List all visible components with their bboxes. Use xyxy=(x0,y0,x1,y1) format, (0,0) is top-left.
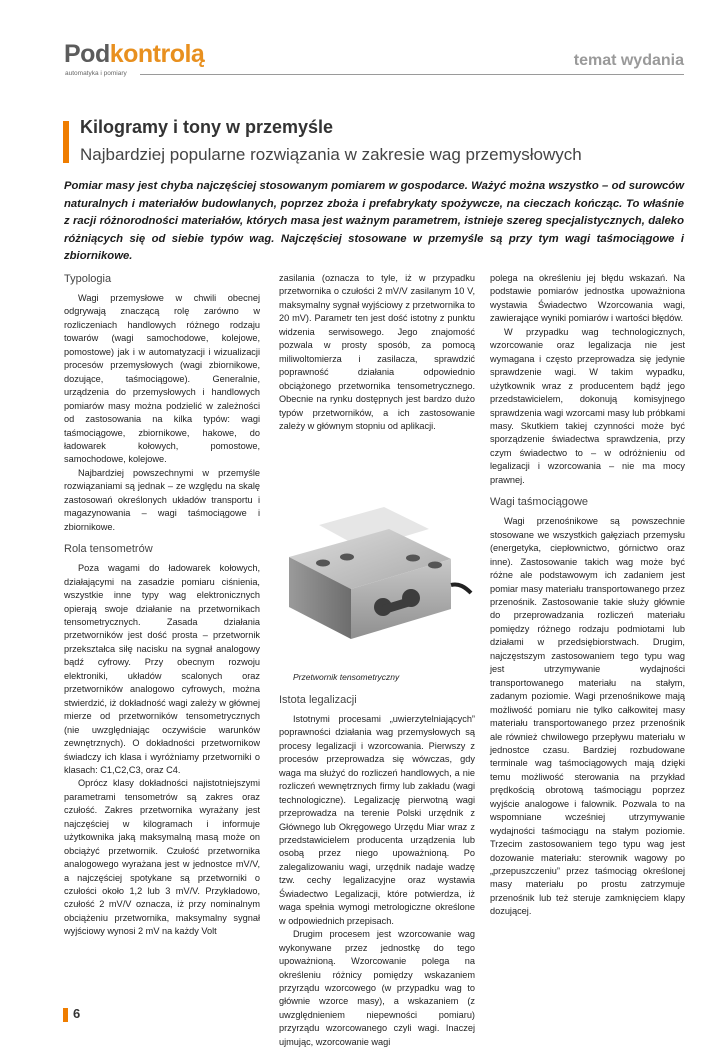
heading-rola-tensometrow: Rola tensometrów xyxy=(64,543,153,556)
paragraph: zasilania (oznacza to tyle, iż w przypadku przetwornika o czułości 2 mV/V zasilanym 10 V, maksymalny sygnał wyjściowy z przetwornika to 20 mV). Parametr ten jest dość istotny z punktu widzenia serwisowego. Jego znajomość pozwala w prosty sposób, za pomocą miliwoltomierza i zasilacza, sprawdzić poprawność działania odpowiednio obciążonego przetwornika tensometrycznego. Obecnie na rynku dostępnych jest bardzo dużo typów przetworników, a ich zastosowanie zależy w głównym stopniu od aplikacji. xyxy=(279,273,475,431)
logo-part-kontrola: kontrolą xyxy=(109,40,205,68)
title-accent-bar xyxy=(63,121,69,163)
heading-typologia: Typologia xyxy=(64,273,112,285)
paragraph: Drugim procesem jest wzorcowanie wag wykonywane przez jednostkę do tego upoważnioną. Wzorcowanie polega na określeniu różnicy pomiędzy wskazaniem przyrządu wzorcowego (w przypadku wag to głównie wzorce masy), a wskazaniem (z uwzględnieniem niepewności pomiaru) przyrządu wzorcowanego czyli wagi. Inaczej ujmując, wzorcowanie wagi xyxy=(279,929,475,1047)
logo-wordmark xyxy=(64,40,204,68)
figure-caption: Przetwornik tensometryczny xyxy=(293,672,400,683)
page-number-accent xyxy=(63,1008,68,1022)
page-number: 6 xyxy=(73,1006,81,1021)
paragraph: Wagi przemysłowe w chwili obecnej odgrywają znaczącą rolę zarówno w rozliczeniach handlowych różnego rodzaju towarów (wagi samochodowe, kolejowe, pomostowe) jak i w automatyzacji i wizualizacji procesów przemysłowych (wagi zbiornikowe, dozujące, taśmociągowe). Generalnie, urządzenia do przemysłowych i handlowych pomiarów masy można podzielić w zależności od zastosowania na kilka typów: wagi taśmociągowe, zbiornikowe, hakowe, do ładowarek kołowych, pomostowe, samochodowe, kolejowe. xyxy=(64,293,260,465)
paragraph: Wagi przenośnikowe są powszechnie stosowane we wszystkich gałęziach przemysłu (energetyka, ciepłownictwo, górnictwo oraz inne). Zastosowanie takich wag może być różne ale podstawowym ich zadaniem jest pomiar masy materiału transportowanego przez przenośnik. Zastosowanie takie służy głównie do przeprowadzania rozliczeń materiału pomiędzy różnego rodzaju podmiotami lub działami w przedsiębiorstwach. Drugim, najczęstszym zastosowaniem tego typu wag jest utrzymywanie wydajności transportowanego materiału na stałym, zadanym poziomie. Wagi przenośnikowe mają możliwość pomiaru nie tylko całkowitej masy materiału transportowanego przez przenośnik ale również chwilowego przepływu materiału w jednostce czasu. Bardziej rozbudowane terminale wag taśmociągowych mają dzięki temu możliwość sterowania na przykład prędkością obrotową taśmociągu poprzez wyjście analogowe i falownik. Pozwala to na wspomniane wcześniej utrzymywanie wydajności taśmociągu na stałym poziomie. Trzecim zastosowaniem tego typu wag jest dozowanie materiału: sterownik wagowy po „przepuszczeniu” przez taśmociąg określonej masy materiału po prostu zatrzymuje przenośnik lub też steruje zamknięciem klapy dozującej. xyxy=(490,516,685,917)
text-column-3 xyxy=(490,272,685,919)
paragraph: Poza wagami do ładowarek kołowych, działającymi na zasadzie pomiaru ciśnienia, wszystkie inne typy wag elektronicznych opierają swoje działanie na przetwornikach tensometrycznych. Zasada działania przetworników jest dość prosta – przetwornik przekształca siłę nacisku na sygnał analogowy bądź cyfrowy. Przy obecnym rozwoju elektroniki, układów scalonych oraz przetworników analogowo cyfrowych, można stwierdzić, iż dokładność wagi zależy w głównej mierze od przetworników tensometrycznych (nie uwzględniając oczywiście warunków zewnętrznych). O dokładności przetwornikow świadczy ich klasa i wyróżniamy przetworniki o klasach: C1,C2,C3, oraz C4. xyxy=(64,563,260,775)
load-cell-figure xyxy=(279,437,475,667)
load-cell-image xyxy=(279,437,475,667)
paragraph: Najbardziej powszechnymi w przemyśle rozwiązaniami są jednak – ze względu na skalę zastosowań określonych układów transportu i magazynowania – wagi taśmociągowe i zbiornikowe. xyxy=(64,467,260,532)
paragraph: W przypadku wag technologicznych, wzorcowanie oraz legalizacja nie jest wymagana i często przeprowadza się jedynie sprawdzenie wagi. W takim wypadku, użytkownik wraz z producentem bądź jego przedstawicielem, dokonują komisyjnego sprawdzenia wagi wzorcami masy lub próbkami masy. Skutkiem takiej czynności może być sporządzenie świadectwa sprawdzenia, przy czym świadectwo to – w odróżnieniu od legalizacji i wzorcowania – nie ma mocy prawnej. xyxy=(490,326,685,485)
article-subtitle: Najbardziej popularne rozwiązania w zakresie wag przemysłowych xyxy=(80,145,582,164)
logo-part-pod: Pod xyxy=(64,40,110,68)
section-label: temat wydania xyxy=(573,52,684,69)
text-column-1 xyxy=(64,272,260,939)
header-divider xyxy=(140,74,684,75)
load-cell-cable xyxy=(451,585,471,594)
paragraph: Istotnymi procesami „uwierzytelniających” poprawności działania wag przemysłowych są procesy legalizacji i wzorcowania. Pierwszy z procesów przeprowadza się wówczas, gdy waga ma służyć do rozliczeń handlowych, a nie rozliczeń wewnętrznych firmy lub zakładu (wagi technologiczne). Legalizację pierwotną wagi przeprowadza na terenie Polski urzędnik z Głównego lub Okręgowego Urzędu Miar wraz z przedstawicielem producenta urządzenia lub osobą przez niego upoważnioną. Po zalegalizowaniu wagi, urzędnik nadaje wadzę tzw. cechy legalizacyjne oraz wystawia Świadectwo Legalizacji, które potwierdza, iż waga spełnia wymogi metrologiczne określone w odpowiednich przepisach. xyxy=(279,713,475,926)
logo-subtitle: automatyka i pomiary xyxy=(65,70,127,77)
article-title: Kilogramy i tony w przemyśle xyxy=(80,117,334,137)
heading-istota-legalizacji: Istota legalizacji xyxy=(279,693,357,706)
text-column-2 xyxy=(279,272,475,1049)
paragraph: Oprócz klasy dokładności najistotniejszymi parametrami tensometrów są zakres oraz czułość. Zakres przetwornika wyrażany jest najczęściej w kilogramach i informuje użytkownika jaką maksymalną masą może on obciążyć przetwornik. Czułość przetwornika analogowego wyrażana jest w jednostce mV/V, a najczęściej spotykane są przetworniki o czułości około 1,2 lub 3 mV/V. Przykładowo, czułość 2 mV/V oznacza, iż przy nominalnym obciążeniu przetwornika, maksymalny sygnał wyjściowy wynosi 2 mV na każdy Volt xyxy=(64,778,260,937)
paragraph: polega na określeniu jej błędu wskazań. Na podstawie pomiarów jednostka upoważniona wystawia Świadectwo Wzorcowania wagi, zawierające wyniki pomiarów i wartości błędów. xyxy=(490,273,685,324)
article-lead: Pomiar masy jest chyba najczęściej stosowanym pomiarem w gospodarce. Ważyć można wszystko – od surowców naturalnych i materiałów budowlanych, poprzez zboża i prefabrykaty spożywcze, na cieczach kończąc. To właśnie z racji różnorodności materiałów, których masa jest ważnym parametrem, istnieje szereg specjalistycznych, daleko różniących się od siebie typów wag. Najczęściej stosowane w przemyśle są przy tym wagi taśmociągowe i zbiornikowe. xyxy=(64,180,684,262)
heading-wagi-tasmociagowe: Wagi taśmociągowe xyxy=(490,496,589,509)
